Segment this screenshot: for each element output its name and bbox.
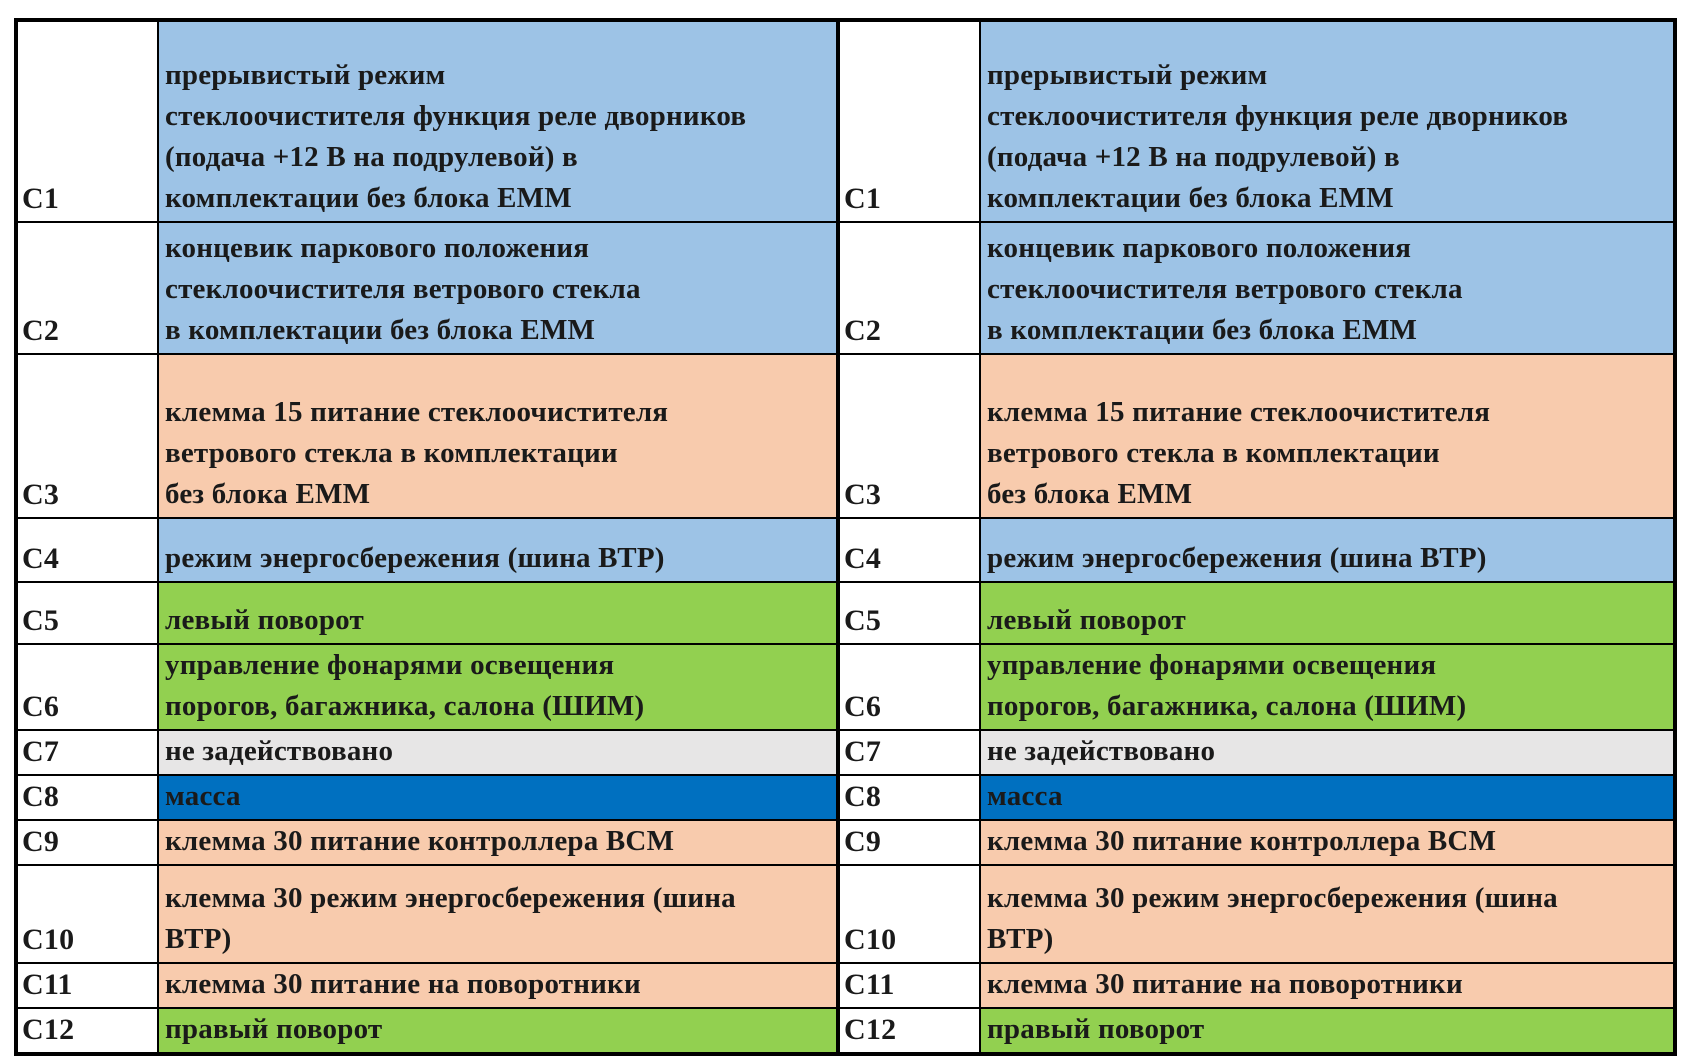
table-row-c3 — [16, 354, 1675, 518]
pin-label-left: C11 — [16, 963, 158, 1008]
pin-description-left: клемма 30 питание контроллера ВСМ — [158, 820, 838, 865]
pin-label-left: C8 — [16, 775, 158, 820]
pin-label-right: C4 — [838, 518, 980, 582]
pin-description-left: прерывистый режим стеклоочистителя функция реле дворников (подача +12 В на подрулевой) в комплектации без блока ЕММ — [158, 20, 838, 222]
pin-description-right: концевик паркового положения стеклоочистителя ветрового стекла в комплектации без блока ЕММ — [980, 222, 1675, 354]
pin-label-left: C5 — [16, 582, 158, 644]
pin-description-right: правый поворот — [980, 1008, 1675, 1054]
pin-description-left: правый поворот — [158, 1008, 838, 1054]
pin-description-right: прерывистый режим стеклоочистителя функция реле дворников (подача +12 В на подрулевой) в комплектации без блока ЕММ — [980, 20, 1675, 222]
pin-description-right: клемма 15 питание стеклоочистителя ветрового стекла в комплектации без блока ЕММ — [980, 354, 1675, 518]
pin-description-left: масса — [158, 775, 838, 820]
pin-description-right: клемма 30 режим энергосбережения (шина ВТР) — [980, 865, 1675, 963]
pin-label-left: C1 — [16, 20, 158, 222]
pin-label-left: C9 — [16, 820, 158, 865]
table-row-c6 — [16, 644, 1675, 730]
table-row-c11 — [16, 963, 1675, 1008]
pin-label-left: C6 — [16, 644, 158, 730]
pin-label-right: C5 — [838, 582, 980, 644]
pin-description-left: клемма 30 питание на поворотники — [158, 963, 838, 1008]
pin-description-left: управление фонарями освещения порогов, багажника, салона (ШИМ) — [158, 644, 838, 730]
pin-label-right: C7 — [838, 730, 980, 775]
pin-description-left: левый поворот — [158, 582, 838, 644]
pin-description-left: режим энергосбережения (шина ВТР) — [158, 518, 838, 582]
pin-label-left: C2 — [16, 222, 158, 354]
table-row-c8 — [16, 775, 1675, 820]
pin-label-right: C9 — [838, 820, 980, 865]
pin-description-right: не задействовано — [980, 730, 1675, 775]
table-row-c12 — [16, 1008, 1675, 1054]
pin-description-right: масса — [980, 775, 1675, 820]
pin-description-left: клемма 30 режим энергосбережения (шина ВТР) — [158, 865, 838, 963]
pin-label-right: C11 — [838, 963, 980, 1008]
pin-description-left: не задействовано — [158, 730, 838, 775]
pin-description-right: клемма 30 питание контроллера ВСМ — [980, 820, 1675, 865]
table-row-c1 — [16, 20, 1675, 222]
pin-label-right: C6 — [838, 644, 980, 730]
pin-label-left: C12 — [16, 1008, 158, 1054]
pin-label-right: C8 — [838, 775, 980, 820]
table-row-c2 — [16, 222, 1675, 354]
table-row-c5 — [16, 582, 1675, 644]
pin-description-left: концевик паркового положения стеклоочистителя ветрового стекла в комплектации без блока ЕММ — [158, 222, 838, 354]
pin-description-right: режим энергосбережения (шина ВТР) — [980, 518, 1675, 582]
table-row-c9 — [16, 820, 1675, 865]
pin-label-right: C10 — [838, 865, 980, 963]
pin-label-right: C1 — [838, 20, 980, 222]
pin-label-left: C4 — [16, 518, 158, 582]
table-row-c7 — [16, 730, 1675, 775]
pin-label-left: C10 — [16, 865, 158, 963]
pin-label-right: C3 — [838, 354, 980, 518]
pin-label-left: C7 — [16, 730, 158, 775]
pin-label-right: C12 — [838, 1008, 980, 1054]
pin-description-right: левый поворот — [980, 582, 1675, 644]
pin-label-left: C3 — [16, 354, 158, 518]
pinout-table — [14, 18, 1677, 1056]
pin-description-right: управление фонарями освещения порогов, багажника, салона (ШИМ) — [980, 644, 1675, 730]
pin-description-right: клемма 30 питание на поворотники — [980, 963, 1675, 1008]
pin-label-right: C2 — [838, 222, 980, 354]
table-row-c4 — [16, 518, 1675, 582]
pin-description-left: клемма 15 питание стеклоочистителя ветрового стекла в комплектации без блока ЕММ — [158, 354, 838, 518]
table-row-c10 — [16, 865, 1675, 963]
